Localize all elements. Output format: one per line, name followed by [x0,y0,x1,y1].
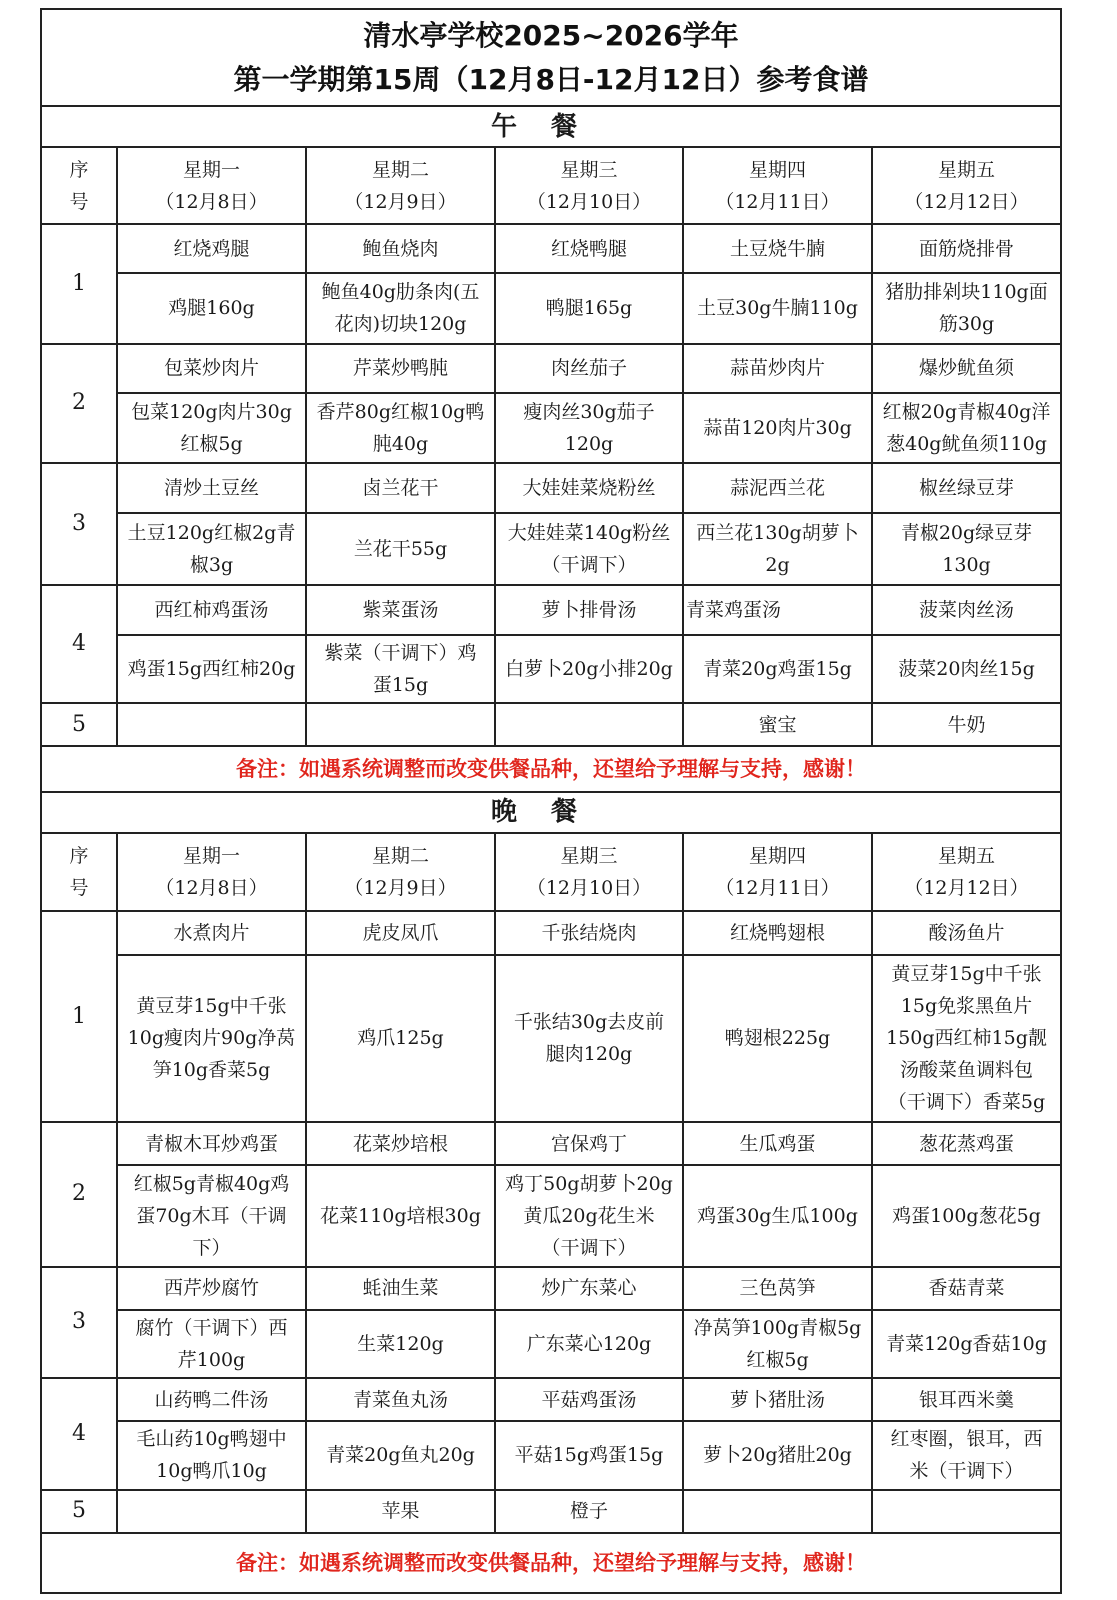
day-header [683,147,872,223]
ingredient-cell [306,1310,495,1378]
extra-item: 牛奶 [872,703,1061,746]
dish-name: 清炒土豆丝 [117,463,306,513]
dish-row [41,1122,1061,1165]
dish-name: 萝卜猪肚汤 [683,1378,872,1421]
day-header [117,147,306,223]
cell-line: 瘦肉丝30g茄子 [523,401,655,424]
day-header [495,147,683,223]
ingredient-cell [117,635,306,703]
ingredient-row [41,1165,1061,1266]
cell-line: 猪肋排剁块110g面 [885,281,1048,304]
seq-header-top: 序 [69,158,89,181]
row-number: 2 [41,344,117,464]
cell-line: 15g免浆黑鱼片 [900,995,1033,1018]
dish-name: 蒜苗炒肉片 [683,344,872,394]
cell-line: 菠菜20肉丝15g [898,657,1035,680]
ingredient-cell [495,393,683,463]
extra-item [872,1490,1061,1533]
dinner-section-title: 晚餐 [41,792,1061,833]
cell-line: 萝卜20g猪肚20g [703,1444,852,1467]
day-name: 星期二 [371,158,429,181]
cell-line: 蛋15g [372,673,429,696]
cell-line: 葱40g鱿鱼须110g [886,433,1047,456]
extra-item [117,1490,306,1533]
dish-name: 西红柿鸡蛋汤 [117,585,306,635]
cell-line: 土豆30g牛腩110g [697,297,858,320]
cell-line: 肫40g [372,433,429,456]
dish-name: 面筋烧排骨 [872,224,1061,274]
extra-item [495,703,683,746]
ingredient-cell [306,273,495,343]
cell-line: 青菜120g香菇10g [886,1332,1047,1355]
dish-name: 银耳西米羹 [872,1378,1061,1421]
dish-row [41,585,1061,635]
ingredient-cell [117,513,306,585]
cell-line: 毛山药10g鸭翅中 [136,1428,287,1451]
ingredient-cell [872,635,1061,703]
row-number: 5 [41,1490,117,1533]
dish-row [41,1378,1061,1421]
day-name: 星期四 [748,845,806,868]
cell-line: 腿肉120g [545,1043,633,1066]
dish-name: 菠菜肉丝汤 [872,585,1061,635]
cell-line: 鸭腿165g [545,297,633,320]
day-name: 星期二 [371,845,429,868]
cell-line: 蒜苗120肉片30g [703,417,852,440]
ingredient-cell [306,635,495,703]
cell-line: 千张结30g去皮前 [513,1011,665,1034]
extra-row [41,1490,1061,1533]
cell-line: 白萝卜20g小排20g [505,657,673,680]
menu-table [40,8,1062,1594]
dish-name: 酸汤鱼片 [872,911,1061,954]
dish-name: 炒广东菜心 [495,1267,683,1310]
day-date: （12月8日） [155,877,268,900]
ingredient-cell [117,1165,306,1266]
dish-name: 青菜鱼丸汤 [306,1378,495,1421]
row-number: 3 [41,463,117,585]
cell-line: 花肉)切块120g [334,313,467,336]
ingredient-row [41,635,1061,703]
cell-line: 香芹80g红椒10g鸭 [316,401,485,424]
ingredient-row [41,273,1061,343]
day-date: （12月11日） [715,190,840,213]
extra-item: 苹果 [306,1490,495,1533]
cell-line: （干调下） [541,1236,637,1259]
ingredient-cell [683,1421,872,1489]
ingredient-row [41,513,1061,585]
day-header [117,833,306,911]
ingredient-cell [683,1165,872,1266]
cell-line: 紫菜（干调下）鸡 [324,641,477,664]
dish-row [41,911,1061,954]
dish-name: 蒜泥西兰花 [683,463,872,513]
dish-name: 青椒木耳炒鸡蛋 [117,1122,306,1165]
dish-name: 西芹炒腐竹 [117,1267,306,1310]
cell-line: 青菜20g鱼丸20g [326,1444,475,1467]
dish-row [41,463,1061,513]
remark-note: 备注：如遇系统调整而改变供餐品种，还望给予理解与支持，感谢！ [41,746,1061,791]
cell-line: 平菇15g鸡蛋15g [514,1444,664,1467]
cell-line: 蛋70g木耳（干调 [136,1204,287,1227]
ingredient-cell [117,1421,306,1489]
cell-line: 兰花干55g [353,538,448,560]
dish-name: 香菇青菜 [872,1267,1061,1310]
day-date: （12月12日） [904,190,1029,213]
ingredient-cell [683,1310,872,1378]
dish-row [41,344,1061,394]
ingredient-row [41,1310,1061,1378]
cell-line: 黄瓜20g花生米 [523,1204,655,1227]
cell-line: 汤酸菜鱼调料包 [899,1059,1033,1082]
cell-line: 花菜110g培根30g [320,1204,481,1227]
row-number: 2 [41,1122,117,1267]
cell-line: 2g [765,554,790,576]
cell-line: 鸡爪125g [357,1027,444,1050]
dinner-note-row [41,1533,1061,1593]
lunch-section-title: 午餐 [41,106,1061,147]
dish-name: 肉丝茄子 [495,344,683,394]
dish-name: 椒丝绿豆芽 [872,463,1061,513]
cell-line: 下） [192,1236,231,1259]
dish-name: 紫菜蛋汤 [306,585,495,635]
extra-item: 蜜宝 [683,703,872,746]
dish-name: 红烧鸡腿 [117,224,306,274]
cell-line: （干调下） [541,554,637,576]
cell-line: 黄豆芽15g中千张 [136,995,287,1018]
dish-name: 鲍鱼烧肉 [306,224,495,274]
day-header [872,833,1061,911]
ingredient-cell [872,1165,1061,1266]
ingredient-cell [872,393,1061,463]
cell-line: 130g [942,554,991,576]
dish-name: 萝卜排骨汤 [495,585,683,635]
dish-name: 土豆烧牛腩 [683,224,872,274]
ingredient-cell [872,955,1061,1122]
day-name: 星期五 [937,158,995,181]
day-date: （12月9日） [344,190,457,213]
row-number: 4 [41,1378,117,1490]
ingredient-cell [872,273,1061,343]
ingredient-cell [117,393,306,463]
cell-line: 鸡丁50g胡萝卜20g [505,1172,673,1195]
ingredient-cell [306,513,495,585]
day-header [683,833,872,911]
day-name: 星期三 [560,845,618,868]
lunch-header-row [41,147,1061,223]
day-name: 星期一 [182,845,240,868]
cell-line: 10g鸭爪10g [156,1460,267,1483]
cell-line: 广东菜心120g [526,1332,652,1355]
cell-line: 青菜20g鸡蛋15g [703,657,852,680]
cell-line: 红椒5g [746,1348,809,1371]
day-name: 星期五 [937,845,995,868]
row-number: 3 [41,1267,117,1379]
title-line-2: 第一学期第15周（12月8日-12月12日）参考食谱 [233,62,869,96]
dish-name: 红烧鸭翅根 [683,911,872,954]
cell-line: 10g瘦肉片90g净莴 [127,1027,296,1050]
remark-note: 备注：如遇系统调整而改变供餐品种，还望给予理解与支持，感谢！ [41,1533,1061,1593]
cell-line: 黄豆芽15g中千张 [891,963,1042,986]
ingredient-cell [117,1310,306,1378]
ingredient-cell [306,393,495,463]
cell-line: 鸡蛋100g葱花5g [892,1204,1041,1227]
dish-name: 青菜鸡蛋汤 [683,585,872,635]
dish-name: 葱花蒸鸡蛋 [872,1122,1061,1165]
ingredient-cell [495,955,683,1122]
dish-name: 大娃娃菜烧粉丝 [495,463,683,513]
day-header [872,147,1061,223]
dinner-label-row [41,792,1061,833]
ingredient-cell [495,635,683,703]
dish-name: 生瓜鸡蛋 [683,1122,872,1165]
day-date: （12月12日） [904,877,1029,900]
dish-name: 虎皮凤爪 [306,911,495,954]
dish-row [41,1267,1061,1310]
day-name: 星期一 [182,158,240,181]
extra-item [117,703,306,746]
day-header [306,833,495,911]
cell-line: 西兰花130g胡萝卜 [696,522,859,544]
ingredient-cell [872,1421,1061,1489]
row-number: 1 [41,911,117,1122]
dish-name: 包菜炒肉片 [117,344,306,394]
cell-line: 红椒20g青椒40g洋 [882,401,1051,424]
seq-header [41,147,117,223]
dinner-header-row [41,833,1061,911]
cell-line: 鸡腿160g [168,297,255,320]
dish-name: 芹菜炒鸭肫 [306,344,495,394]
day-date: （12月9日） [344,877,457,900]
row-number: 4 [41,585,117,703]
menu-table-body [41,9,1061,1593]
dish-row [41,224,1061,274]
cell-line: 红椒5g [180,433,243,456]
page-title [41,9,1061,106]
day-header [306,147,495,223]
dish-name: 蚝油生菜 [306,1267,495,1310]
dish-name: 卤兰花干 [306,463,495,513]
cell-line: 净莴笋100g青椒5g [693,1316,862,1339]
title-row [41,9,1061,106]
ingredient-cell [306,955,495,1122]
cell-line: 青椒20g绿豆芽 [900,522,1033,544]
ingredient-cell [117,273,306,343]
cell-line: 鸭翅根225g [724,1027,831,1050]
day-date: （12月10日） [526,877,652,900]
lunch-label-row [41,106,1061,147]
ingredient-cell [683,273,872,343]
day-header [495,833,683,911]
ingredient-cell [495,1165,683,1266]
cell-line: 150g西红柿15g靓 [886,1027,1047,1050]
seq-header-top: 序 [69,845,89,868]
cell-line: （干调下）香菜5g [887,1091,1046,1114]
dish-name: 宫保鸡丁 [495,1122,683,1165]
cell-line: 米（干调下） [909,1460,1024,1483]
day-date: （12月10日） [526,190,652,213]
row-number: 5 [41,703,117,746]
day-name: 星期三 [560,158,618,181]
cell-line: 红枣圈，银耳，西 [890,1428,1043,1451]
extra-item [306,703,495,746]
ingredient-cell [683,955,872,1122]
cell-line: 土豆120g红椒2g青 [127,522,296,544]
ingredient-cell [495,1421,683,1489]
cell-line: 红椒5g青椒40g鸡 [133,1172,290,1195]
extra-item: 橙子 [495,1490,683,1533]
dish-name: 平菇鸡蛋汤 [495,1378,683,1421]
cell-line: 鸡蛋15g西红柿20g [127,657,296,680]
day-name: 星期四 [748,158,806,181]
seq-header [41,833,117,911]
cell-line: 腐竹（干调下）西 [135,1316,288,1339]
cell-line: 筋30g [938,313,995,336]
cell-line: 芹100g [177,1348,246,1371]
cell-line: 生菜120g [357,1332,444,1355]
ingredient-cell [683,635,872,703]
dish-name: 山药鸭二件汤 [117,1378,306,1421]
ingredient-cell [872,513,1061,585]
dish-name: 花菜炒培根 [306,1122,495,1165]
seq-header-bottom: 号 [69,190,89,213]
cell-line: 鸡蛋30g生瓜100g [697,1204,858,1227]
row-number: 1 [41,224,117,344]
cell-line: 120g [564,433,614,456]
dish-name: 千张结烧肉 [495,911,683,954]
ingredient-cell [872,1310,1061,1378]
ingredient-row [41,955,1061,1122]
dish-name: 三色莴笋 [683,1267,872,1310]
cell-line: 大娃娃菜140g粉丝 [507,522,671,544]
ingredient-cell [495,513,683,585]
dish-name: 爆炒鱿鱼须 [872,344,1061,394]
ingredient-row [41,393,1061,463]
day-date: （12月11日） [715,877,840,900]
ingredient-cell [683,393,872,463]
dish-name: 水煮肉片 [117,911,306,954]
extra-row [41,703,1061,746]
ingredient-cell [306,1165,495,1266]
extra-item [683,1490,872,1533]
lunch-note-row [41,746,1061,791]
ingredient-cell [683,513,872,585]
cell-line: 鲍鱼40g肋条肉(五 [321,281,480,304]
ingredient-cell [495,273,683,343]
title-line-1: 清水亭学校2025~2026学年 [363,18,739,52]
ingredient-cell [306,1421,495,1489]
cell-line: 笋10g香菜5g [152,1059,271,1082]
seq-header-bottom: 号 [69,877,89,900]
ingredient-cell [495,1310,683,1378]
dish-name: 红烧鸭腿 [495,224,683,274]
cell-line: 包菜120g肉片30g [131,401,292,424]
cell-line: 椒3g [189,554,234,576]
ingredient-row [41,1421,1061,1489]
day-date: （12月8日） [155,190,268,213]
ingredient-cell [117,955,306,1122]
